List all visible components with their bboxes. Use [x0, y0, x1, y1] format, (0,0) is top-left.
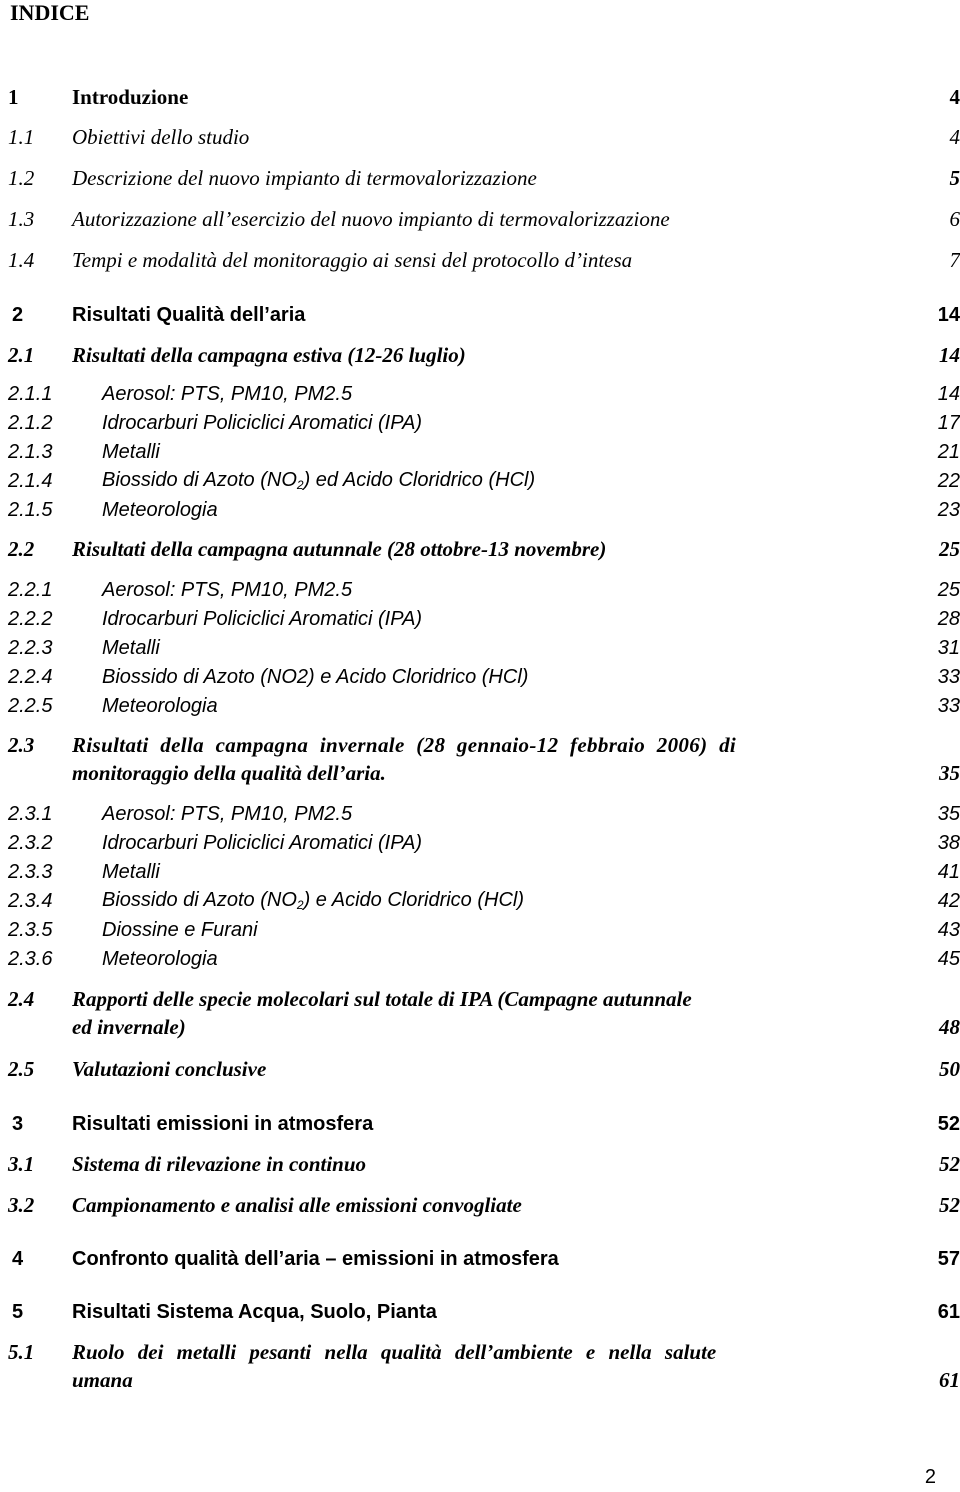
toc-entry[interactable] [0, 570, 960, 600]
toc-page-number: 7 [949, 248, 960, 272]
toc-page-number: 52 [939, 1152, 960, 1176]
toc-title-part: Biossido di Azoto (NO [102, 469, 297, 491]
toc-page-number: 4 [949, 125, 960, 149]
toc-entry[interactable] [0, 159, 960, 189]
toc-entry[interactable] [0, 118, 960, 148]
toc-title: Idrocarburi Policiclici Aromatici (IPA) [102, 412, 423, 434]
toc-title-part: Biossido di Azoto (NO [102, 889, 297, 911]
toc-entry[interactable] [0, 628, 960, 658]
toc-entry[interactable] [0, 1145, 960, 1175]
toc-title-part: ) e Acido Cloridrico (HCl) [303, 889, 525, 911]
toc-page-number: 50 [939, 1057, 960, 1081]
toc-entry[interactable] [0, 1292, 960, 1322]
toc-entry[interactable] [0, 726, 960, 784]
toc-entry[interactable] [0, 881, 960, 911]
toc-entry[interactable] [0, 1333, 960, 1391]
toc-title: Meteorologia [102, 695, 218, 717]
toc-number: 2.3.1 [8, 803, 53, 825]
toc-page-number: 61 [939, 1368, 960, 1392]
toc-page-number: 6 [949, 207, 960, 231]
toc-entry[interactable] [0, 823, 960, 853]
toc-number: 5.1 [8, 1340, 35, 1364]
toc-page-number: 45 [937, 948, 960, 970]
toc-entry[interactable] [0, 374, 960, 404]
toc-title [102, 470, 535, 491]
toc-title: Risultati Qualità dell’aria [72, 304, 306, 326]
toc-page-number: 31 [937, 637, 960, 659]
toc-page-number: 35 [937, 803, 960, 825]
toc-title: Meteorologia [102, 948, 218, 970]
toc-entry[interactable] [0, 490, 960, 520]
toc-title-line1: Risultati della campagna invernale (28 gennaio-12 febbraio 2006) di [72, 733, 737, 757]
toc-title-part: ) ed Acido Cloridrico (HCl) [303, 469, 536, 491]
toc-title: Biossido di Azoto (NO2) e Acido Cloridrico (HCl) [102, 666, 529, 688]
toc-title: Descrizione del nuovo impianto di termovalorizzazione [72, 166, 537, 190]
toc-number: 2.2.1 [8, 579, 53, 601]
toc-page-number: 35 [939, 761, 960, 785]
toc-page-number: 22 [937, 470, 960, 492]
subscript: 2 [296, 898, 304, 912]
toc-number: 2.2.3 [8, 637, 53, 659]
toc-title: Metalli [102, 441, 160, 463]
toc-number: 2.2 [8, 537, 35, 561]
toc-title: Risultati Sistema Acqua, Suolo, Pianta [72, 1301, 437, 1323]
toc-number: 1 [8, 85, 19, 109]
toc-title: Meteorologia [102, 499, 218, 521]
toc-entry[interactable] [0, 1104, 960, 1134]
toc-title: Tempi e modalità del monitoraggio ai sensi del protocollo d’intesa [72, 248, 633, 272]
toc-entry[interactable] [0, 852, 960, 882]
toc-page-number: 14 [939, 343, 960, 367]
toc-page-number: 43 [937, 919, 960, 941]
toc-number: 3.2 [8, 1193, 35, 1217]
toc-number: 2.3.4 [8, 890, 53, 912]
toc-page-number: 38 [937, 832, 960, 854]
toc-title: Sistema di rilevazione in continuo [72, 1152, 367, 1176]
toc-number: 1.2 [8, 166, 35, 190]
toc-entry[interactable] [0, 910, 960, 940]
toc-title-line1: Rapporti delle specie molecolari sul totale di IPA (Campagne autunnale [72, 987, 692, 1011]
toc-title: Diossine e Furani [102, 919, 258, 941]
toc-number: 1.1 [8, 125, 35, 149]
toc-entry[interactable] [0, 336, 960, 366]
toc-page-number: 42 [937, 890, 960, 912]
toc-number: 3 [12, 1113, 24, 1135]
toc-page-number: 33 [937, 695, 960, 717]
toc-title: Obiettivi dello studio [72, 125, 250, 149]
toc-page-number: 52 [939, 1193, 960, 1217]
toc-entry[interactable] [0, 78, 960, 108]
toc-page-number: 14 [937, 304, 960, 326]
toc-entry[interactable] [0, 241, 960, 271]
toc-title: Idrocarburi Policiclici Aromatici (IPA) [102, 608, 423, 630]
toc-number: 2.3.6 [8, 948, 53, 970]
toc-title: Metalli [102, 861, 160, 883]
toc-entry[interactable] [0, 530, 960, 560]
toc-page-number: 33 [937, 666, 960, 688]
toc-title: Confronto qualità dell’aria – emissioni in atmosfera [72, 1248, 559, 1270]
toc-entry[interactable] [0, 794, 960, 824]
toc-entry[interactable] [0, 1239, 960, 1269]
toc-number: 1.4 [8, 248, 35, 272]
toc-page-number: 14 [937, 383, 960, 405]
toc-number: 2.2.2 [8, 608, 53, 630]
toc-page-number: 4 [949, 85, 960, 109]
toc-page-number: 23 [937, 499, 960, 521]
toc-page-number: 25 [939, 537, 960, 561]
toc-page-number: 5 [949, 166, 960, 190]
toc-entry[interactable] [0, 461, 960, 491]
toc-title: Aerosol: PTS, PM10, PM2.5 [102, 803, 353, 825]
page-title: INDICE [10, 0, 90, 25]
toc-entry[interactable] [0, 200, 960, 230]
toc-page-number: 21 [937, 441, 960, 463]
toc-page-number: 48 [939, 1015, 960, 1039]
toc-title-line2: monitoraggio della qualità dell’aria. [72, 761, 386, 785]
toc-entry[interactable] [0, 599, 960, 629]
toc-title: Risultati emissioni in atmosfera [72, 1113, 374, 1135]
toc-number: 2 [12, 304, 24, 326]
toc-number: 2.5 [8, 1057, 35, 1081]
toc-number: 2.3.2 [8, 832, 53, 854]
page-number: 2 [924, 1466, 936, 1488]
toc-number: 4 [12, 1248, 24, 1270]
toc-entry[interactable] [0, 657, 960, 687]
subscript: 2 [296, 478, 304, 492]
toc-number: 2.1.4 [8, 470, 53, 492]
toc-number: 1.3 [8, 207, 35, 231]
toc-page-number: 28 [937, 608, 960, 630]
toc-number: 2.2.5 [8, 695, 53, 717]
toc-page-number: 52 [937, 1113, 960, 1135]
toc-title: Aerosol: PTS, PM10, PM2.5 [102, 579, 353, 601]
toc-page-number: 17 [937, 412, 960, 434]
toc-page-number: 41 [937, 861, 960, 883]
toc-title-line2: umana [72, 1368, 133, 1392]
toc-number: 2.1.1 [8, 383, 53, 405]
toc-number: 2.1.3 [8, 441, 53, 463]
toc-entry[interactable] [0, 686, 960, 716]
toc-number: 2.3.5 [8, 919, 53, 941]
toc-page-number: 57 [937, 1248, 960, 1270]
toc-number: 2.3.3 [8, 861, 53, 883]
toc-number: 3.1 [8, 1152, 35, 1176]
toc-entry[interactable] [0, 403, 960, 433]
toc-number: 2.1.2 [8, 412, 53, 434]
toc-number: 2.3 [8, 733, 35, 757]
toc-entry[interactable] [0, 432, 960, 462]
toc-title: Campionamento e analisi alle emissioni convogliate [72, 1193, 522, 1217]
toc-entry[interactable] [0, 980, 960, 1038]
toc-page-number: 61 [937, 1301, 960, 1323]
toc-title-line1: Ruolo dei metalli pesanti nella qualità dell’ambiente e nella salute [72, 1340, 717, 1364]
toc-title: Risultati della campagna autunnale (28 ottobre-13 novembre) [72, 537, 607, 561]
toc-number: 2.2.4 [8, 666, 53, 688]
toc-number: 5 [12, 1301, 24, 1323]
toc-title: Valutazioni conclusive [72, 1057, 267, 1081]
toc-entry[interactable] [0, 939, 960, 969]
toc-title: Idrocarburi Policiclici Aromatici (IPA) [102, 832, 423, 854]
toc-title: Aerosol: PTS, PM10, PM2.5 [102, 383, 353, 405]
toc-number: 2.1.5 [8, 499, 53, 521]
toc-title: Introduzione [72, 85, 189, 109]
toc-title: Metalli [102, 637, 160, 659]
toc-title [102, 890, 524, 911]
toc-number: 2.1 [8, 343, 35, 367]
toc-title: Autorizzazione all’esercizio del nuovo impianto di termovalorizzazione [72, 207, 670, 231]
toc-title-line2: ed invernale) [72, 1015, 186, 1039]
toc-page-number: 25 [937, 579, 960, 601]
toc-number: 2.4 [8, 987, 35, 1011]
toc-entry[interactable] [0, 295, 960, 325]
toc-entry[interactable] [0, 1050, 960, 1080]
toc-entry[interactable] [0, 1186, 960, 1216]
toc-title: Risultati della campagna estiva (12-26 luglio) [72, 343, 466, 367]
